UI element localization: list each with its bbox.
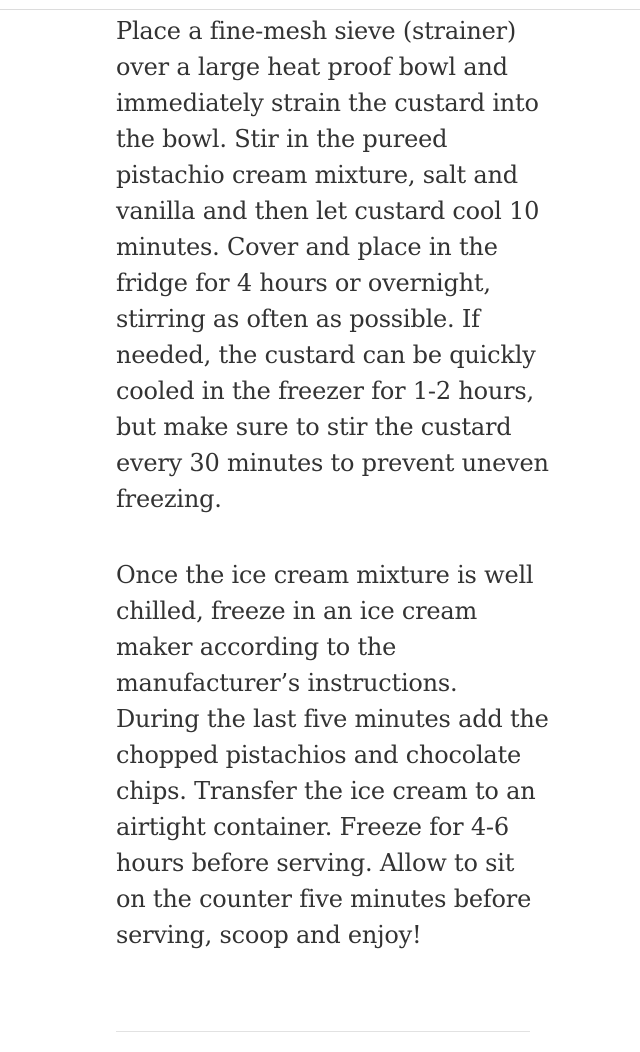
text-line: serving, scoop and enjoy! xyxy=(116,921,422,949)
text-line: over a large heat proof bowl and xyxy=(116,53,508,81)
text-line: every 30 minutes to prevent uneven xyxy=(116,449,549,477)
instruction-paragraph-2 xyxy=(116,557,549,953)
text-line: chips. Transfer the ice cream to an xyxy=(116,777,536,805)
text-line: immediately strain the custard into xyxy=(116,89,539,117)
text-line: cooled in the freezer for 1-2 hours, xyxy=(116,377,534,405)
instruction-paragraph-1 xyxy=(116,13,549,517)
text-line: on the counter five minutes before xyxy=(116,885,532,913)
text-line: manufacturer’s instructions. xyxy=(116,669,458,697)
text-line: needed, the custard can be quickly xyxy=(116,341,536,369)
text-line: airtight container. Freeze for 4-6 xyxy=(116,813,509,841)
text-line: minutes. Cover and place in the xyxy=(116,233,498,261)
text-line: fridge for 4 hours or overnight, xyxy=(116,269,491,297)
text-line: vanilla and then let custard cool 10 xyxy=(116,197,540,225)
text-line: freezing. xyxy=(116,485,222,513)
text-line: chopped pistachios and chocolate xyxy=(116,741,521,769)
text-line: the bowl. Stir in the pureed xyxy=(116,125,448,153)
text-line: Place a fine-mesh sieve (strainer) xyxy=(116,17,517,45)
text-line: hours before serving. Allow to sit xyxy=(116,849,515,877)
text-line: During the last five minutes add the xyxy=(116,705,549,733)
text-line: maker according to the xyxy=(116,633,397,661)
bottom-divider xyxy=(116,1031,530,1032)
text-line: stirring as often as possible. If xyxy=(116,305,480,333)
text-line: chilled, freeze in an ice cream xyxy=(116,597,478,625)
article-body xyxy=(116,13,549,953)
text-line: Once the ice cream mixture is well xyxy=(116,561,534,589)
text-line: pistachio cream mixture, salt and xyxy=(116,161,518,189)
top-divider xyxy=(0,0,640,10)
text-line: but make sure to stir the custard xyxy=(116,413,512,441)
